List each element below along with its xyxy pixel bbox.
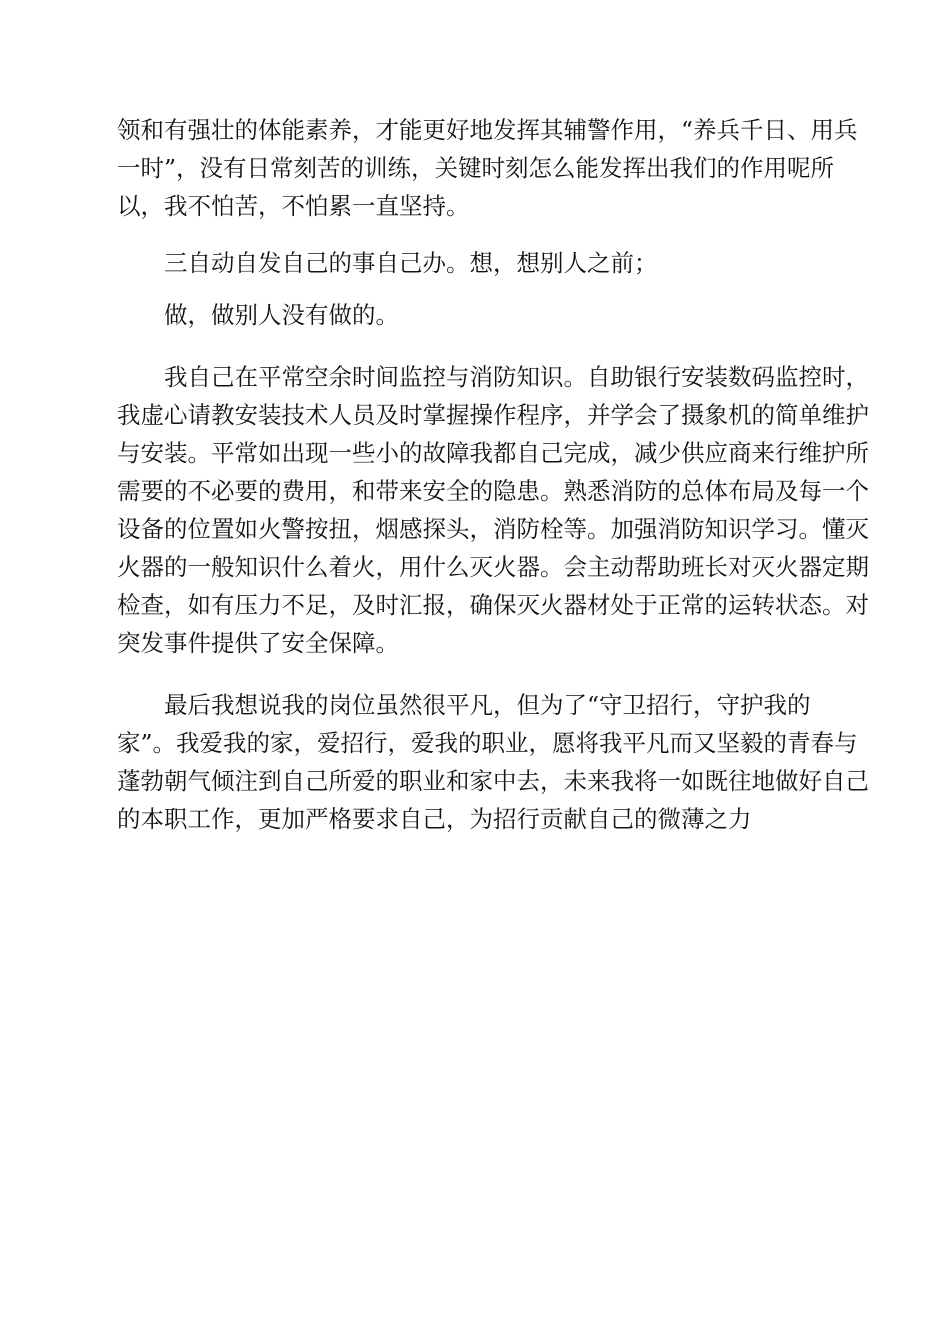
text-line: 做，做别人没有做的。 bbox=[164, 301, 399, 329]
paragraph-4 bbox=[117, 358, 869, 662]
text-line: 设备的位置如火警按扭，烟感探头，消防栓等。加强消防知识学习。懂灭 bbox=[117, 515, 869, 543]
text-line: 我虚心请教安装技术人员及时掌握操作程序，并学会了摄象机的简单维护 bbox=[117, 401, 869, 429]
text-line: 最后我想说我的岗位虽然很平凡，但为了“守卫招行，守护我的 bbox=[164, 691, 811, 719]
text-line: 我自己在平常空余时间监控与消防知识。自助银行安装数码监控时， bbox=[164, 363, 869, 391]
text-line: 突发事件提供了安全保障。 bbox=[117, 629, 399, 657]
text-line: 以，我不怕苦，不怕累一直坚持。 bbox=[117, 192, 470, 220]
text-line: 需要的不必要的费用，和带来安全的隐患。熟悉消防的总体布局及每一个 bbox=[117, 477, 869, 505]
text-line: 的本职工作，更加严格要求自己，为招行贡献自己的微薄之力 bbox=[117, 805, 752, 833]
paragraph-5 bbox=[117, 686, 869, 838]
text-line: 检查，如有压力不足，及时汇报，确保灭火器材处于正常的运转状态。对 bbox=[117, 591, 869, 619]
document-body bbox=[117, 111, 869, 838]
text-line: 一时”，没有日常刻苦的训练，关键时刻怎么能发挥出我们的作用呢所 bbox=[117, 154, 835, 182]
text-line: 领和有强壮的体能素养，才能更好地发挥其辅警作用，“养兵千日、用兵 bbox=[117, 116, 858, 144]
text-line: 蓬勃朝气倾注到自己所爱的职业和家中去，未来我将一如既往地做好自己 bbox=[117, 767, 869, 795]
text-line: 三自动自发自己的事自己办。想，想别人之前； bbox=[164, 249, 658, 277]
paragraph-1 bbox=[117, 111, 858, 225]
text-line: 家”。我爱我的家，爱招行，爱我的职业，愿将我平凡而又坚毅的青春与 bbox=[117, 729, 858, 757]
text-line: 与安装。平常如出现一些小的故障我都自己完成，减少供应商来行维护所 bbox=[117, 439, 869, 467]
text-line: 火器的一般知识什么着火，用什么灭火器。会主动帮助班长对灭火器定期 bbox=[117, 553, 869, 581]
paragraph-3 bbox=[117, 296, 836, 334]
paragraph-2 bbox=[117, 244, 836, 282]
